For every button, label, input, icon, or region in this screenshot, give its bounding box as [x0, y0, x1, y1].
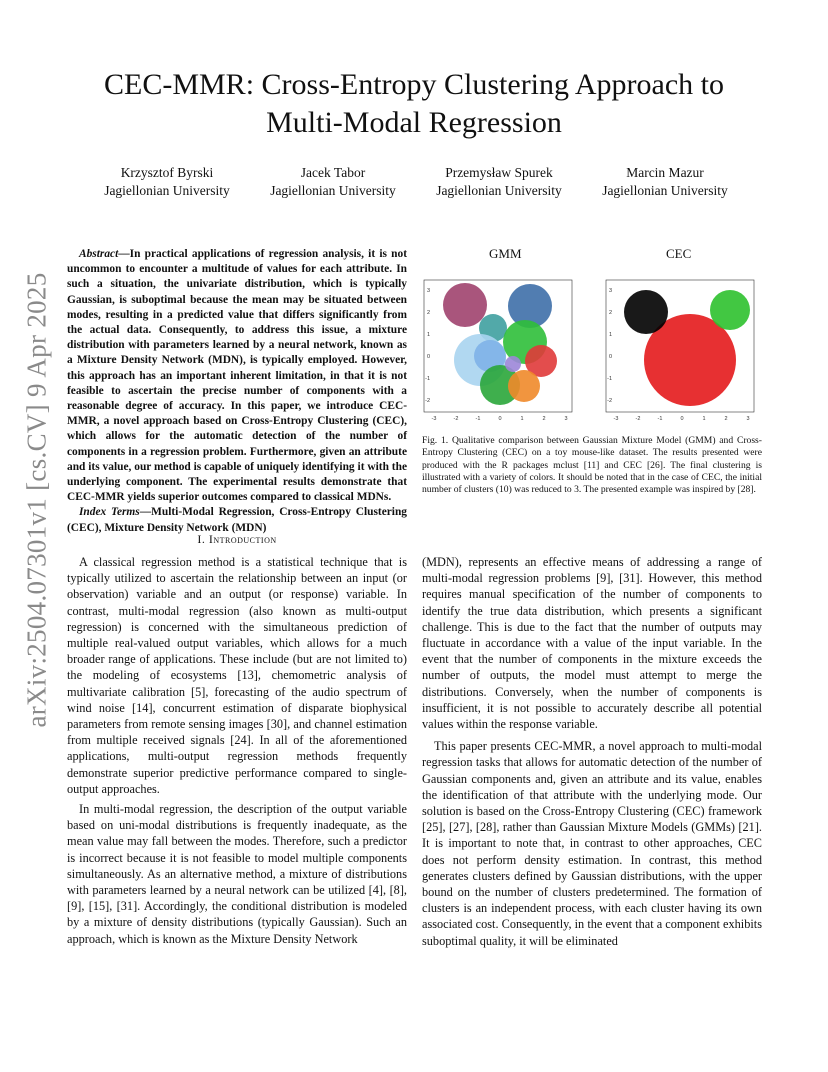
- gmm-panel: [424, 280, 572, 422]
- x-tick-label: 0: [680, 416, 684, 422]
- cec-clusters: [624, 290, 750, 406]
- y-tick-label: -2: [607, 398, 612, 404]
- cec-y-ticks: [607, 288, 612, 404]
- title-line-1: CEC-MMR: Cross-Entropy Clustering Approach to: [104, 68, 724, 101]
- arxiv-identifier: arXiv:2504.07301v1 [cs.CV] 9 Apr 2025: [21, 272, 52, 728]
- gmm-plot-title: GMM: [489, 246, 522, 261]
- left-column-body: [67, 554, 407, 947]
- cec-x-ticks: [614, 416, 750, 422]
- cec-cluster: [710, 290, 750, 330]
- x-tick-label: 3: [746, 416, 750, 422]
- body-paragraph: A classical regression method is a statistical technique that is typically utilized to ascertain the relationship between an input (or observation) variable and an output (or response) variable. In contrast, multi-modal regression (also known as multi-output regression) is concerned with the simultaneous prediction of multiple real-valued output variables, which allows for a much broader range of applications. These include (but are not limited to) the modeling of ecosystems [13], chemometric analysis of multivariate calibration [5], forecasting of the audio spectrum of wind noise [14], concurrent estimation of disparate biophysical parameters from remote sensing images [30], and channel estimation from multiple received signals [24]. In all of the aforementioned applications, multi-output regression methods frequently demonstrate superior predictive performance compared to single-output approaches.: [67, 555, 407, 796]
- gmm-cluster: [443, 283, 487, 327]
- y-tick-label: 1: [426, 332, 430, 338]
- abstract-paragraph: [67, 247, 407, 505]
- y-tick-label: -1: [425, 376, 430, 382]
- author-affiliation: Jagiellonian University: [436, 183, 562, 198]
- cec-panel: [606, 280, 754, 422]
- author-block: [590, 164, 740, 200]
- author-name: Marcin Mazur: [626, 165, 704, 180]
- title-line-2: Multi-Modal Regression: [266, 106, 562, 139]
- abstract-text: —In practical applications of regression analysis, it is not uncommon to encounter a multitude of values for each attribute. In such a situation, the univariate distribution, which is typically Gaussian, is suboptimal because the mean may be situated between modes, resulting in a predicted value that differs significantly from the actual data. Consequently, to address this issue, a mixture distribution with parameters learned by a neural network, known as a Mixture Density Network (MDN), is typically employed. However, this approach has an important inherent limitation, in that it is not feasible to ascertain the precise number of components with a reasonable degree of accuracy. In this paper, we introduce CEC-MMR, a novel approach based on Cross-Entropy Clustering (CEC), which allows for the automatic detection of the number of components in a regression problem. Furthermore, given an attribute and its value, our method is capable of uniquely identifying it with the underlying component. The experimental results demonstrate that CEC-MMR yields superior outcomes compared to classical MDNs.: [67, 248, 407, 504]
- author-name: Jacek Tabor: [300, 165, 366, 180]
- x-tick-label: -3: [431, 416, 437, 422]
- body-paragraph: (MDN), represents an effective means of addressing a range of multi-modal regression problems [9], [31]. However, this method requires manual specification of the number of components to identify the true data distribution, which presents a significant challenge. This is due to the fact that the number of outputs may fluctuate in accordance with a value of the input variable. In the event that the number of components in the mixture exceeds the number of outputs, the model must attempt to merge the distributions. Conversely, when the number of components is insufficient, it is not possible to accurately describe all potential values within the response variable.: [422, 555, 762, 732]
- section-heading: I. Introduction: [197, 532, 277, 546]
- x-tick-label: 1: [702, 416, 706, 422]
- abstract-label: Abstract: [79, 248, 119, 260]
- author-block: [258, 164, 408, 200]
- gmm-y-ticks: [425, 288, 430, 404]
- y-tick-label: 3: [426, 288, 430, 294]
- gmm-cluster: [508, 370, 540, 402]
- cec-cluster: [624, 290, 668, 334]
- x-tick-label: -2: [635, 416, 641, 422]
- paper-title: [66, 66, 762, 142]
- author-block: [424, 164, 574, 200]
- gmm-x-ticks: [432, 416, 568, 422]
- author-name: Przemysław Spurek: [445, 165, 553, 180]
- author-affiliation: Jagiellonian University: [270, 183, 396, 198]
- y-tick-label: 2: [608, 310, 612, 316]
- x-tick-label: -2: [453, 416, 459, 422]
- figure-1: [420, 242, 765, 432]
- author-affiliation: Jagiellonian University: [602, 183, 728, 198]
- x-tick-label: 2: [542, 416, 546, 422]
- arxiv-stamp: [20, 272, 54, 728]
- x-tick-label: -3: [613, 416, 619, 422]
- figure-caption: Fig. 1. Qualitative comparison between Gaussian Mixture Model (GMM) and Cross-Entropy Clustering (CEC) on a toy mouse-like dataset. The results presented were produced with the R packages mclust [11] and CEC [26]. The final clustering is illustrated with a variety of colors. It should be noted that in the case of CEC, the initial number of clusters (10) was reduced to 3. The presented example was inspired by [28].: [422, 435, 762, 496]
- gmm-cluster: [505, 356, 521, 372]
- y-tick-label: -1: [607, 376, 612, 382]
- author-block: [92, 164, 242, 200]
- y-tick-label: 1: [608, 332, 612, 338]
- y-tick-label: 3: [608, 288, 612, 294]
- y-tick-label: -2: [425, 398, 430, 404]
- author-name: Krzysztof Byrski: [120, 165, 214, 180]
- figure-plots: [420, 260, 765, 435]
- index-terms-label: Index Terms: [79, 506, 140, 519]
- abstract: [67, 247, 407, 536]
- index-terms-text: —Multi-Modal Regression, Cross-Entropy Clustering (CEC), Mixture Density Network (MDN): [67, 506, 407, 534]
- x-tick-label: 1: [520, 416, 524, 422]
- x-tick-label: 3: [564, 416, 568, 422]
- gmm-clusters: [443, 283, 557, 405]
- x-tick-label: -1: [657, 416, 663, 422]
- x-tick-label: 0: [498, 416, 502, 422]
- x-tick-label: -1: [475, 416, 481, 422]
- author-list: [92, 164, 740, 200]
- cec-plot-title: CEC: [666, 246, 692, 261]
- x-tick-label: 2: [724, 416, 728, 422]
- y-tick-label: 0: [608, 354, 612, 360]
- right-column-body: [422, 554, 762, 949]
- y-tick-label: 2: [426, 310, 430, 316]
- author-affiliation: Jagiellonian University: [104, 183, 230, 198]
- y-tick-label: 0: [426, 354, 430, 360]
- body-paragraph: This paper presents CEC-MMR, a novel approach to multi-modal regression tasks that allows for automatic detection of the number of Gaussian components and, given an attribute and its value, enables the identification of that attribute with the underlying mode. Our solution is based on the Cross-Entropy Clustering (CEC) framework [25], [27], [28], rather than Gaussian Mixture Models (GMMs) [21]. It is important to note that, in contrast to other approaches, CEC does not perform density estimation. In contrast, this method generates clusters defined by Gaussian distributions, with the upper bound on the number of clusters predetermined. The formation of clusters is an independent process, with each cluster having its own associated cost. Consequently, in the event that a component exhibits suboptimal quality, it will be eliminated: [422, 739, 762, 948]
- body-paragraph: In multi-modal regression, the description of the output variable based on uni-modal distributions is frequently inadequate, as the mean value may fall between the modes. Therefore, such a predictor is incorrect because it is not feasible to model multiple components simultaneously. As an alternative method, a mixture of distributions with parameters learned by a neural network can be utilized [4], [8], [9], [15], [31]. Accordingly, the conditional distribution is modeled by a mixture of density distributions (typically Gaussian). Such an approach, which is known as the Mixture Density Network: [67, 802, 407, 946]
